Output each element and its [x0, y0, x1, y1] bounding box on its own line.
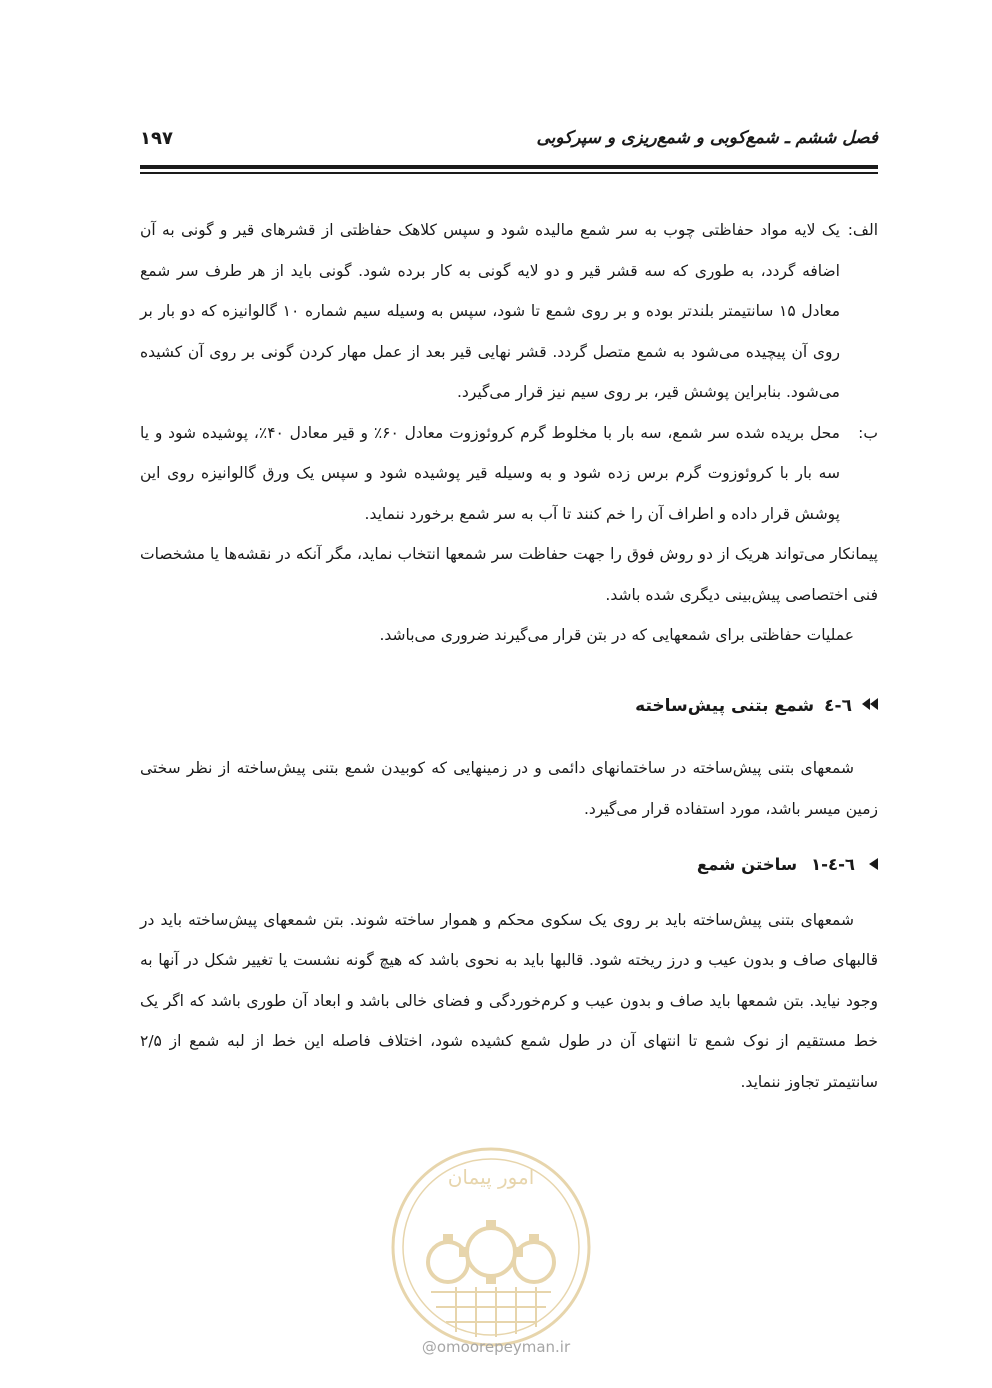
watermark-logo [386, 1142, 596, 1352]
subsection-body: شمعهای بتنی پیش‌ساخته باید بر روی یک سکوی محکم و هموار ساخته شوند. بتن شمعهای پیش‌ساخته باید در قالبهای صاف و بدون عیب و درز ریخته شود. قالبها باید به نحوی باشد که هیچ گونه نشست یا تغییر شکل در آنها به وجود نیاید. بتن شمعها باید صاف و بدون عیب و کرم‌خوردگی و فضای خالی باشد و ابعاد آن طوری باشد که اگر یک خط مستقیم از نوک شمع تا انتهای آن در طول شمع کشیده شود، اختلاف فاصله این خط از لبه شمع از ۲/۵ سانتیمتر تجاوز ننماید. [140, 910, 878, 1091]
header-rule-thick [140, 165, 878, 169]
subsection-number: ٦-٤-١ [811, 855, 855, 874]
page-number: ۱۹۷ [140, 128, 173, 149]
paragraph-operations: عملیات حفاظتی برای شمعهایی که در بتن قرار می‌گیرند ضروری می‌باشد. [379, 626, 854, 644]
chapter-title: فصل ششم ـ شمع‌کوبی و شمع‌ریزی و سپرکوبی [536, 128, 878, 148]
subsection-title: ساختن شمع [696, 855, 798, 874]
section-title: شمع بتنی پیش‌ساخته [635, 695, 815, 716]
left-arrow-icon [869, 858, 878, 873]
paragraph-contractor: پیمانکار می‌تواند هریک از دو روش فوق را جهت حفاظت سر شمعها انتخاب نماید، مگر آنکه در نقشه‌ها یا مشخصات فنی اختصاصی پیش‌بینی دیگری شده باشد. [140, 545, 878, 604]
header-rule-thin [140, 172, 878, 174]
svg-text:امور پیمان: امور پیمان [447, 1165, 535, 1189]
double-left-arrow-icon [862, 698, 878, 713]
section-body: شمعهای بتنی پیش‌ساخته در ساختمانهای دائمی و در زمینهایی که کوبیدن شمع بتنی پیش‌ساخته از نظر سختی زمین میسر باشد، مورد استفاده قرار می‌گیرد. [140, 759, 878, 818]
list-item-text: محل بریده شده سر شمع، سه بار با مخلوط گرم کروئوزوت معادل ۶۰٪ و قیر معادل ۴۰٪، پوشیده شود و یا سه بار با کروئوزوت گرم برس زده شود و به وسیله قیر پوشیده شود و سپس یک ورق گالوانیزه روی این پوشش قرار داده و اطراف آن را خم کنند تا آب به سر شمع برخورد ننماید. [140, 423, 840, 523]
list-marker: ب: [858, 423, 878, 442]
section-number: ٦-٤ [824, 695, 852, 716]
watermark-site: @omoorepeyman.ir [421, 1338, 571, 1356]
list-item-alef [140, 210, 878, 413]
list-marker: الف: [847, 221, 878, 239]
page-header [140, 128, 878, 164]
list-item-be [140, 413, 878, 535]
body-content [140, 210, 878, 1102]
subsection-heading [140, 845, 878, 886]
list-item-text: یک لایه مواد حفاظتی چوب به سر شمع مالیده شود و سپس کلاهک حفاظتی از قشرهای قیر و گونی به آن اضافه گردد، به طوری که سه قشر قیر و دو لایه گونی به کار برده شود. گونی باید از هر طرف سر شمع معادل ۱۵ سانتیمتر بلندتر بوده و بر روی شمع تا شود، سپس به وسیله سیم شماره ۱۰ گالوانیزه که دو بار بر روی آن پیچیده می‌شود به شمع متصل گردد. قشر نهایی قیر بعد از عمل مهار کردن گونی بر روی آن کشیده می‌شود. بنابراین پوشش قیر، بر روی سیم نیز قرار می‌گیرد. [140, 221, 840, 401]
section-heading [140, 686, 878, 727]
